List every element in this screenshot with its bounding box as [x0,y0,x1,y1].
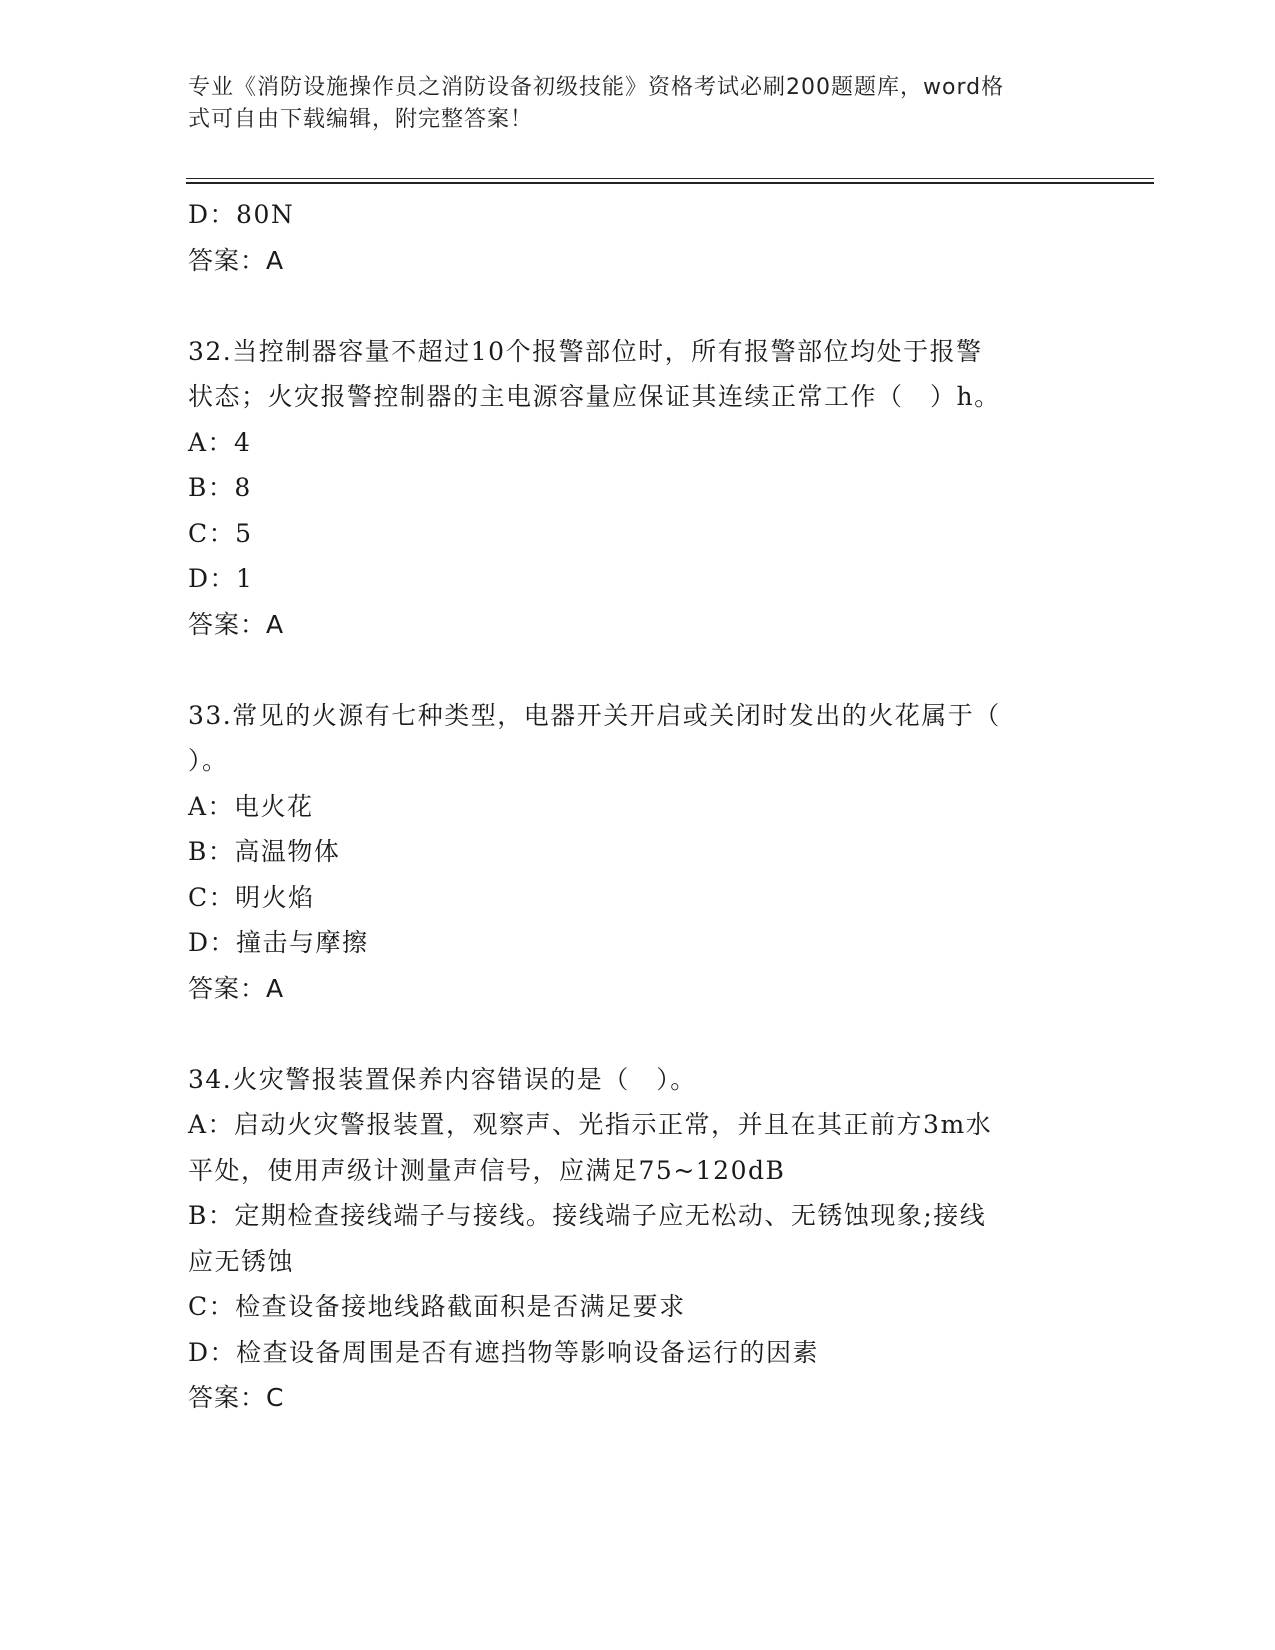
spacer [188,283,1068,329]
option-d: D：撞击与摩擦 [188,928,369,957]
header-line-2: 式可自由下载编辑，附完整答案！ [188,107,534,132]
header-line-1: 专业《消防设施操作员之消防设备初级技能》资格考试必刷200题题库，word格 [188,75,1005,100]
question-block-32 [188,329,1068,648]
option-d: D：1 [188,564,254,593]
spacer [188,647,1068,693]
option-b-line-2: 应无锈蚀 [188,1246,295,1276]
prev-answer: 答案：A [188,245,285,275]
option-c: C：5 [188,518,253,548]
question-stem-line: 34.火灾警报装置保养内容错误的是（ ）。 [188,1064,697,1094]
answer: 答案：C [188,1383,285,1412]
option-c: C：明火焰 [188,882,315,912]
option-a-line-2: 平处，使用声级计测量声信号，应满足75~120dB [188,1155,786,1185]
option-a-line-1: A：启动火灾警报装置，观察声、光指示正常，并且在其正前方3m水 [188,1110,993,1139]
question-stem-line: 32.当控制器容量不超过10个报警部位时，所有报警部位均处于报警 [188,336,983,366]
question-block-34 [188,1057,1068,1421]
question-block-33 [188,693,1068,1012]
prev-option-d: D：80N [188,200,295,229]
header-divider-thick [186,182,1154,184]
answer: 答案：A [188,609,285,639]
option-a: A：电火花 [188,791,314,821]
answer: 答案：A [188,973,285,1003]
option-c: C：检查设备接地线路截面积是否满足要求 [188,1292,686,1321]
question-content [188,192,1068,1421]
question-stem-line: ）。 [188,746,229,775]
option-b-line-1: B：定期检查接线端子与接线。接线端子应无松动、无锈蚀现象;接线 [188,1201,987,1230]
option-b: B：高温物体 [188,837,341,866]
page-header [188,72,1068,136]
header-divider-thin [186,178,1154,179]
option-a: A：4 [188,427,252,457]
question-stem-line: 状态；火灾报警控制器的主电源容量应保证其连续正常工作（ ）h。 [188,382,1001,411]
question-stem-line: 33.常见的火源有七种类型，电器开关开启或关闭时发出的火花属于（ [188,700,1001,730]
spacer [188,1011,1068,1057]
option-b: B：8 [188,473,252,502]
option-d: D：检查设备周围是否有遮挡物等影响设备运行的因素 [188,1337,820,1367]
